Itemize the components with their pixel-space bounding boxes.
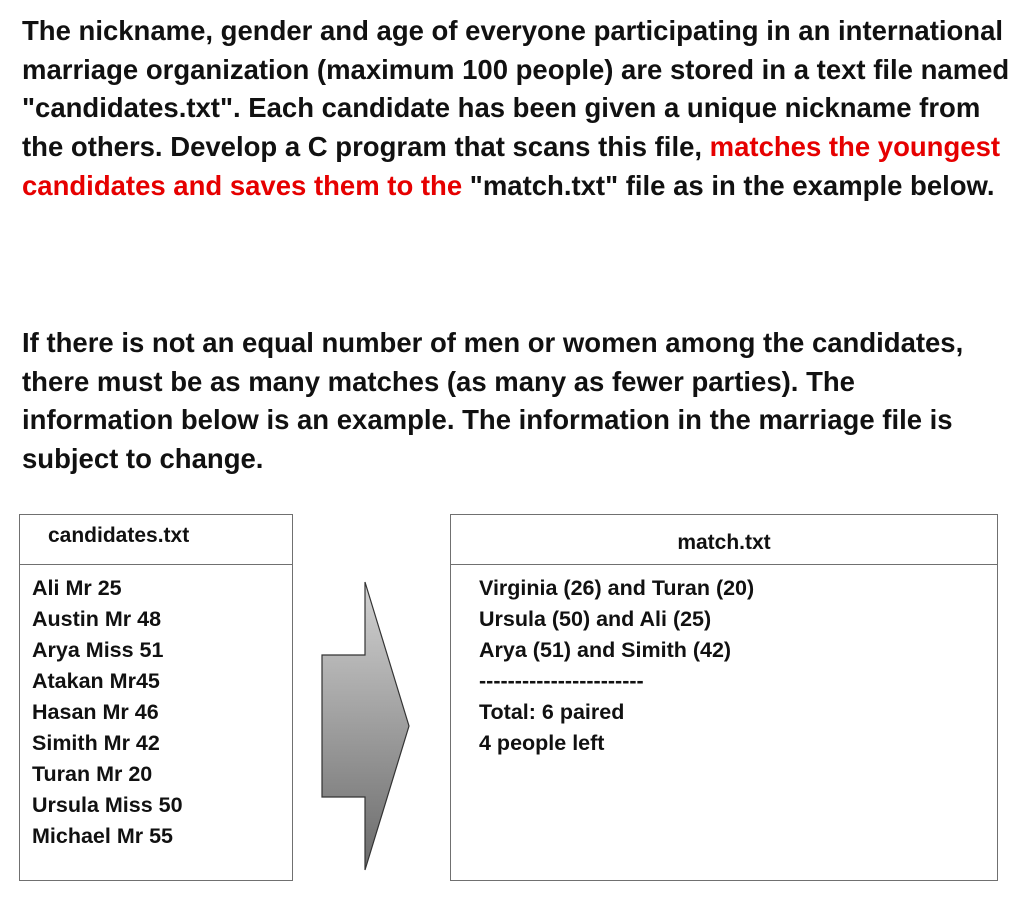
match-line: Virginia (26) and Turan (20) bbox=[479, 576, 755, 600]
candidate-line: Arya Miss 51 bbox=[32, 638, 164, 662]
statement-highlight: matches the youngest candidates and saves them to the bbox=[22, 131, 1001, 201]
match-file-header bbox=[451, 515, 997, 565]
statement-text-end: "match.txt" file as in the example below. bbox=[462, 169, 995, 201]
candidate-line: Austin Mr 48 bbox=[32, 607, 162, 631]
candidates-file-header bbox=[20, 515, 292, 565]
candidate-line: Atakan Mr45 bbox=[32, 669, 160, 693]
statement-text: The nickname, gender and age of everyone participating in an international marriage organization (maximum 100 people) are stored in a text file named "candidates.txt". Each candidate has been given a unique nickname from the others. Develop a C program that scans this file, bbox=[22, 15, 1010, 163]
match-file-title: match.txt bbox=[677, 531, 771, 554]
right-arrow-icon bbox=[320, 580, 412, 872]
total-paired-line: Total: 6 paired bbox=[479, 700, 625, 724]
candidate-line: Ursula Miss 50 bbox=[32, 793, 183, 817]
candidate-line: Hasan Mr 46 bbox=[32, 700, 159, 724]
candidates-list bbox=[32, 573, 183, 852]
match-line: Ursula (50) and Ali (25) bbox=[479, 607, 712, 631]
people-left-line: 4 people left bbox=[479, 731, 605, 755]
candidate-line: Turan Mr 20 bbox=[32, 762, 153, 786]
separator-line: ----------------------- bbox=[479, 669, 644, 693]
match-line: Arya (51) and Simith (42) bbox=[479, 638, 732, 662]
matching-rule-note: If there is not an equal number of men or women among the candidates, there must be as many matches (as many as fewer parties). The information below is an example. The information in the marriage file is subject to change. bbox=[22, 327, 964, 475]
match-list bbox=[479, 573, 754, 759]
problem-statement bbox=[22, 12, 1012, 206]
match-file-box bbox=[450, 514, 998, 881]
candidate-line: Simith Mr 42 bbox=[32, 731, 160, 755]
candidates-file-box bbox=[19, 514, 293, 881]
candidate-line: Michael Mr 55 bbox=[32, 824, 173, 848]
candidates-file-title: candidates.txt bbox=[48, 524, 190, 547]
candidate-line: Ali Mr 25 bbox=[32, 576, 122, 600]
